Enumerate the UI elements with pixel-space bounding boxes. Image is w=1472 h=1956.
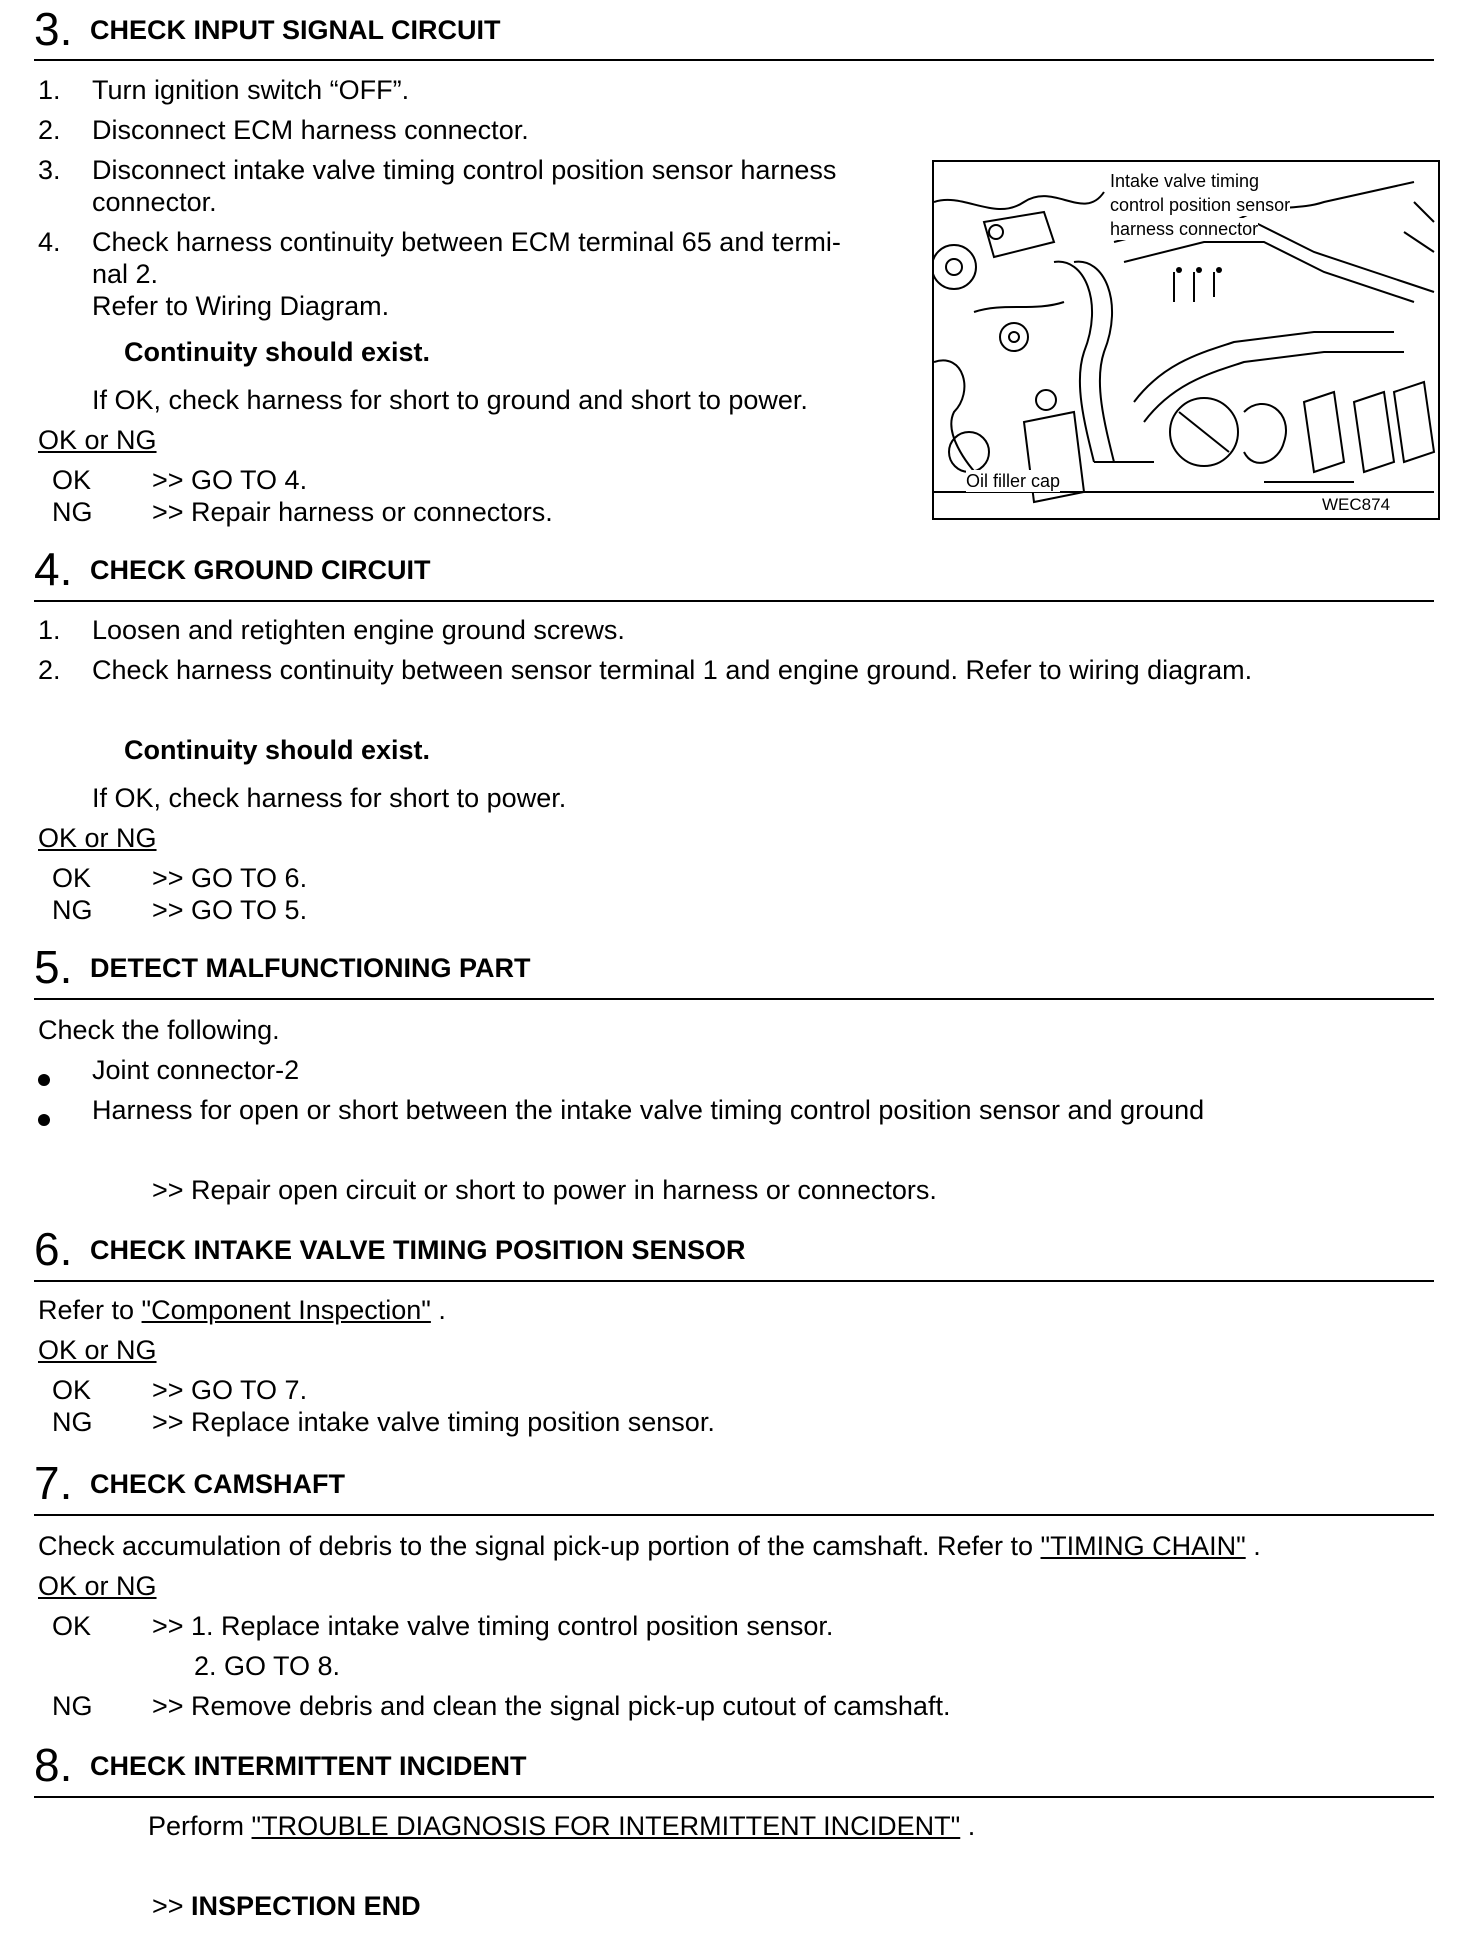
s3-step4-line2: nal 2.	[92, 259, 159, 289]
component-inspection-link[interactable]: "Component Inspection"	[141, 1295, 431, 1325]
section-6-rule	[34, 1280, 1434, 1282]
section-6-number: 6.	[34, 1223, 73, 1275]
s3-note: If OK, check harness for short to ground and short to power.	[92, 385, 808, 415]
figure-label-oil-filler-cap: Oil filler cap	[966, 471, 1061, 491]
s3-ok-label: OK	[52, 465, 92, 495]
figure-code: WEC874	[1322, 495, 1391, 514]
section-8-rule	[34, 1796, 1434, 1798]
section-7-number: 7.	[34, 1457, 73, 1509]
section-4-rule	[34, 600, 1434, 602]
s3-ng-label: NG	[52, 497, 93, 527]
s8-perform-prefix: Perform	[148, 1811, 252, 1841]
s3-step4-num: 4.	[38, 227, 61, 257]
s4-spec: Continuity should exist.	[124, 735, 431, 765]
s8-end-text: INSPECTION END	[191, 1891, 421, 1921]
s5-intro: Check the following.	[38, 1015, 280, 1045]
s4-ng-label: NG	[52, 895, 93, 925]
s3-spec: Continuity should exist.	[124, 337, 431, 367]
s4-ok-text: >> GO TO 6.	[152, 863, 308, 893]
s6-ok-or-ng: OK or NG	[38, 1335, 157, 1365]
section-5-rule	[34, 998, 1434, 1000]
s3-step3-line2: connector.	[92, 187, 217, 217]
s7-ok-label: OK	[52, 1611, 92, 1641]
s5-action: >> Repair open circuit or short to power in harness or connectors.	[152, 1175, 937, 1205]
s4-step2-text: Check harness continuity between sensor terminal 1 and engine ground. Refer to wiring diagram.	[92, 655, 1253, 685]
s3-step1-num: 1.	[38, 75, 61, 105]
s8-perform-suffix: .	[960, 1811, 976, 1841]
s8-perform-line	[148, 1810, 975, 1842]
s3-ok-text: >> GO TO 4.	[152, 465, 308, 495]
s7-text-line	[38, 1530, 1261, 1562]
section-3-rule	[34, 59, 1434, 61]
s3-ng-text: >> Repair harness or connectors.	[152, 497, 553, 527]
s6-refer-suffix: .	[430, 1295, 446, 1325]
section-7-rule	[34, 1514, 1434, 1516]
s6-ok-text: >> GO TO 7.	[152, 1375, 308, 1405]
section-5-number: 5.	[34, 941, 73, 993]
figure-label-line2: control position sensor	[1110, 195, 1291, 215]
s3-step3-line1: Disconnect intake valve timing control position sensor harness	[92, 155, 837, 185]
s4-ng-text: >> GO TO 5.	[152, 895, 308, 925]
section-3-number: 3.	[34, 3, 73, 55]
section-4-number: 4.	[34, 543, 73, 595]
s4-ok-label: OK	[52, 863, 92, 893]
s4-ok-or-ng: OK or NG	[38, 823, 157, 853]
s7-ng-label: NG	[52, 1691, 93, 1721]
s3-step1-text: Turn ignition switch “OFF”.	[92, 75, 410, 105]
s7-ng-text: >> Remove debris and clean the signal pick-up cutout of camshaft.	[152, 1691, 951, 1721]
s7-ok-text-1: >> 1. Replace intake valve timing control position sensor.	[152, 1611, 834, 1641]
section-7-title: CHECK CAMSHAFT	[90, 1469, 345, 1499]
s6-ok-label: OK	[52, 1375, 92, 1405]
engine-figure	[932, 160, 1440, 520]
s7-text-suffix: .	[1245, 1531, 1261, 1561]
intermittent-incident-link[interactable]: "TROUBLE DIAGNOSIS FOR INTERMITTENT INCIDENT"	[251, 1811, 961, 1841]
s8-end-line	[152, 1890, 421, 1922]
section-5-title: DETECT MALFUNCTIONING PART	[90, 953, 531, 983]
s6-refer-line	[38, 1294, 446, 1326]
s6-refer-prefix: Refer to	[38, 1295, 142, 1325]
section-6-title: CHECK INTAKE VALVE TIMING POSITION SENSOR	[90, 1235, 746, 1265]
s7-text-prefix: Check accumulation of debris to the signal pick-up portion of the camshaft. Refer to	[38, 1531, 1041, 1561]
s7-ok-text-2: 2. GO TO 8.	[194, 1651, 341, 1681]
s3-ok-or-ng: OK or NG	[38, 425, 157, 455]
s8-end-prefix: >>	[152, 1891, 192, 1921]
s6-ng-text: >> Replace intake valve timing position sensor.	[152, 1407, 715, 1437]
timing-chain-link[interactable]: "TIMING CHAIN"	[1040, 1531, 1246, 1561]
s6-ng-label: NG	[52, 1407, 93, 1437]
s4-step1-num: 1.	[38, 615, 61, 645]
section-8-title: CHECK INTERMITTENT INCIDENT	[90, 1751, 527, 1781]
figure-label-line3: harness connector	[1110, 219, 1259, 239]
s4-note: If OK, check harness for short to power.	[92, 783, 567, 813]
s5-bullet-1: Joint connector-2	[92, 1055, 300, 1085]
s7-ok-or-ng: OK or NG	[38, 1571, 157, 1601]
s4-step2-num: 2.	[38, 655, 61, 685]
section-8-number: 8.	[34, 1739, 73, 1791]
section-4-title: CHECK GROUND CIRCUIT	[90, 555, 431, 585]
figure-label-line1: Intake valve timing	[1110, 171, 1260, 191]
s5-bullet-icon-2	[38, 1114, 50, 1126]
s3-step4-line3: Refer to Wiring Diagram.	[92, 291, 390, 321]
s3-step2-num: 2.	[38, 115, 61, 145]
s3-step2-text: Disconnect ECM harness connector.	[92, 115, 529, 145]
s3-step4-line1: Check harness continuity between ECM terminal 65 and termi-	[92, 227, 841, 257]
s5-bullet-2: Harness for open or short between the intake valve timing control position sensor and ground	[92, 1095, 1205, 1125]
s4-step1-text: Loosen and retighten engine ground screws.	[92, 615, 625, 645]
section-3-title: CHECK INPUT SIGNAL CIRCUIT	[90, 15, 501, 45]
s5-bullet-icon-1	[38, 1074, 50, 1086]
s3-step3-num: 3.	[38, 155, 61, 185]
